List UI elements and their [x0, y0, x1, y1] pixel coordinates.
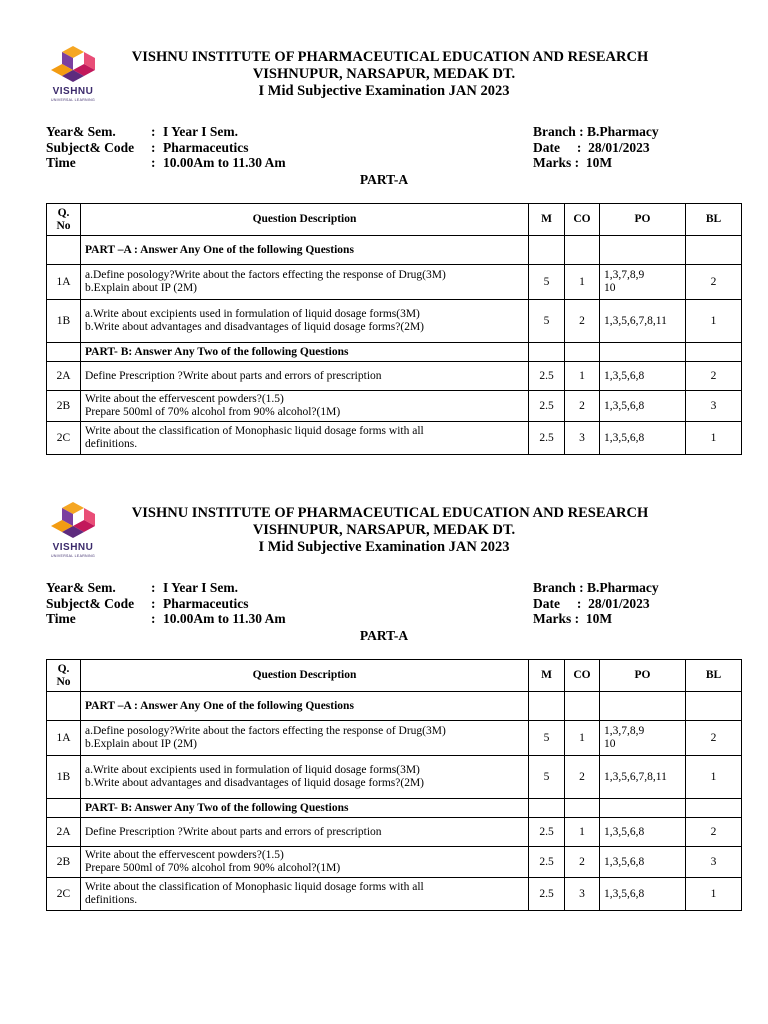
po-header: PO — [600, 660, 686, 692]
marks-label: Marks — [533, 611, 572, 626]
po-cell: 1,3,5,6,8 — [600, 847, 686, 878]
marks-cell: 5 — [529, 756, 565, 799]
colon: : — [151, 595, 156, 611]
po-header: PO — [600, 204, 686, 236]
question-text: a.Write about excipients used in formulation of liquid dosage forms(3M) b.Write about advantages and disadvantages of liquid dosage forms?(2M) — [81, 756, 529, 799]
section-b-title: PART- B: Answer Any Two of the following Questions — [81, 343, 529, 362]
question-text: Write about the classification of Monophasic liquid dosage forms with all definitions. — [81, 422, 529, 455]
bl-cell: 2 — [686, 362, 742, 391]
co-cell: 1 — [565, 818, 600, 847]
question-text: a.Define posology?Write about the factors effecting the response of Drug(3M) b.Explain about IP (2M) — [81, 265, 529, 300]
po-cell: 1,3,5,6,7,8,11 — [600, 300, 686, 343]
co-cell: 3 — [565, 422, 600, 455]
question-number: 1B — [47, 756, 81, 799]
question-number: 1A — [47, 265, 81, 300]
date-label: Date — [533, 139, 560, 155]
description-header: Question Description — [81, 660, 529, 692]
marks-cell: 5 — [529, 300, 565, 343]
exam-title: I Mid Subjective Examination JAN 2023 — [258, 83, 510, 99]
table-row — [47, 818, 742, 847]
question-text: a.Write about excipients used in formulation of liquid dosage forms(3M) b.Write about advantages and disadvantages of liquid dosage forms?(2M) — [81, 300, 529, 343]
time-value: 10.00Am to 11.30 Am — [163, 155, 286, 170]
branch-value: B.Pharmacy — [587, 124, 659, 139]
bl-header: BL — [686, 204, 742, 236]
question-number: 2C — [47, 878, 81, 911]
year-value: I Year I Sem. — [163, 124, 238, 139]
po-cell: 1,3,7,8,9 10 — [600, 721, 686, 756]
co-cell: 2 — [565, 300, 600, 343]
co-header: CO — [565, 204, 600, 236]
question-number: 2A — [47, 818, 81, 847]
institute-address: VISHNUPUR, NARSAPUR, MEDAK DT. — [252, 66, 516, 82]
co-header: CO — [565, 660, 600, 692]
table-row — [47, 362, 742, 391]
time-label: Time — [46, 611, 76, 626]
subject-label: Subject& Code — [46, 595, 135, 611]
section-b-row — [47, 799, 742, 818]
subject-value: Pharmaceutics — [163, 139, 249, 155]
bl-cell: 1 — [686, 300, 742, 343]
time-label: Time — [46, 155, 76, 170]
marks-value: 10M — [585, 155, 613, 170]
po-cell: 1,3,5,6,8 — [600, 391, 686, 422]
colon: : — [151, 124, 156, 139]
table-row — [47, 721, 742, 756]
description-header: Question Description — [81, 204, 529, 236]
po-cell: 1,3,5,6,7,8,11 — [600, 756, 686, 799]
section-a-title: PART –A : Answer Any One of the following Questions — [81, 692, 529, 721]
marks-value: 10M — [585, 611, 613, 626]
section-a-row — [47, 236, 742, 265]
marks-cell: 2.5 — [529, 847, 565, 878]
colon: : — [574, 155, 580, 170]
co-cell: 1 — [565, 362, 600, 391]
bl-cell: 3 — [686, 847, 742, 878]
question-table — [46, 659, 742, 911]
subject-value: Pharmaceutics — [163, 595, 249, 611]
year-label: Year& Sem. — [46, 124, 116, 139]
question-number: 2A — [47, 362, 81, 391]
question-text: a.Define posology?Write about the factors effecting the response of Drug(3M) b.Explain about IP (2M) — [81, 721, 529, 756]
colon: : — [151, 611, 156, 626]
part-title: PART-A — [359, 628, 409, 643]
question-text: Write about the classification of Monophasic liquid dosage forms with all definitions. — [81, 878, 529, 911]
marks-cell: 2.5 — [529, 422, 565, 455]
bl-cell: 1 — [686, 878, 742, 911]
section-b-title: PART- B: Answer Any Two of the following Questions — [81, 799, 529, 818]
year-value: I Year I Sem. — [163, 580, 238, 595]
branch-value: B.Pharmacy — [587, 580, 659, 595]
question-text: Define Prescription ?Write about parts and errors of prescription — [81, 818, 529, 847]
table-header-row — [47, 660, 742, 692]
logo-tagline: UNIVERSAL LEARNING — [51, 554, 95, 558]
co-cell: 1 — [565, 265, 600, 300]
marks-cell: 2.5 — [529, 391, 565, 422]
qno-header: Q. No — [47, 660, 81, 692]
po-cell: 1,3,5,6,8 — [600, 422, 686, 455]
date-value: 28/01/2023 — [588, 595, 650, 611]
question-text: Write about the effervescent powders?(1.5) Prepare 500ml of 70% alcohol from 90% alcohol?(1M) — [81, 391, 529, 422]
marks-cell: 5 — [529, 721, 565, 756]
question-number: 2B — [47, 391, 81, 422]
logo-text: VISHNU — [52, 542, 94, 553]
m-header: M — [529, 204, 565, 236]
bl-cell: 2 — [686, 265, 742, 300]
table-row — [47, 391, 742, 422]
marks-cell: 2.5 — [529, 818, 565, 847]
question-number: 2C — [47, 422, 81, 455]
table-header-row — [47, 204, 742, 236]
year-label: Year& Sem. — [46, 580, 116, 595]
po-cell: 1,3,5,6,8 — [600, 362, 686, 391]
bl-cell: 3 — [686, 391, 742, 422]
m-header: M — [529, 660, 565, 692]
table-row — [47, 878, 742, 911]
po-cell: 1,3,5,6,8 — [600, 818, 686, 847]
colon: : — [579, 580, 584, 595]
question-text: Write about the effervescent powders?(1.5) Prepare 500ml of 70% alcohol from 90% alcohol?(1M) — [81, 847, 529, 878]
table-row — [47, 265, 742, 300]
bl-cell: 1 — [686, 422, 742, 455]
branch-label: Branch — [533, 580, 576, 595]
colon: : — [151, 139, 156, 155]
question-number: 2B — [47, 847, 81, 878]
institute-address: VISHNUPUR, NARSAPUR, MEDAK DT. — [252, 522, 516, 538]
marks-cell: 5 — [529, 265, 565, 300]
po-cell: 1,3,7,8,9 10 — [600, 265, 686, 300]
subject-label: Subject& Code — [46, 139, 135, 155]
date-value: 28/01/2023 — [588, 139, 650, 155]
co-cell: 2 — [565, 391, 600, 422]
section-a-title: PART –A : Answer Any One of the following Questions — [81, 236, 529, 265]
bl-cell: 2 — [686, 721, 742, 756]
colon: : — [151, 580, 156, 595]
marks-label: Marks — [533, 155, 572, 170]
logo-text: VISHNU — [52, 86, 94, 97]
date-label: Date — [533, 595, 560, 611]
branch-label: Branch — [533, 124, 576, 139]
exam-meta-left — [46, 124, 286, 171]
time-value: 10.00Am to 11.30 Am — [163, 611, 286, 626]
bl-cell: 1 — [686, 756, 742, 799]
table-row — [47, 300, 742, 343]
table-row — [47, 422, 742, 455]
marks-cell: 2.5 — [529, 362, 565, 391]
question-number: 1A — [47, 721, 81, 756]
exam-meta-right — [533, 580, 659, 627]
bl-header: BL — [686, 660, 742, 692]
qno-header: Q. No — [47, 204, 81, 236]
co-cell: 2 — [565, 756, 600, 799]
bl-cell: 2 — [686, 818, 742, 847]
table-row — [47, 847, 742, 878]
institute-name: VISHNU INSTITUTE OF PHARMACEUTICAL EDUCATION AND RESEARCH — [131, 49, 649, 65]
section-b-row — [47, 343, 742, 362]
logo-tagline: UNIVERSAL LEARNING — [51, 98, 95, 102]
colon: : — [579, 124, 584, 139]
colon: : — [576, 139, 582, 155]
colon: : — [576, 595, 582, 611]
exam-meta-right — [533, 124, 659, 171]
table-row — [47, 756, 742, 799]
colon: : — [574, 611, 580, 626]
co-cell: 2 — [565, 847, 600, 878]
exam-title: I Mid Subjective Examination JAN 2023 — [258, 539, 510, 555]
co-cell: 3 — [565, 878, 600, 911]
colon: : — [151, 155, 156, 170]
question-number: 1B — [47, 300, 81, 343]
co-cell: 1 — [565, 721, 600, 756]
section-a-row — [47, 692, 742, 721]
part-title: PART-A — [359, 172, 409, 187]
institute-name: VISHNU INSTITUTE OF PHARMACEUTICAL EDUCATION AND RESEARCH — [131, 505, 649, 521]
exam-meta-left — [46, 580, 286, 627]
question-text: Define Prescription ?Write about parts and errors of prescription — [81, 362, 529, 391]
po-cell: 1,3,5,6,8 — [600, 878, 686, 911]
question-table — [46, 203, 742, 455]
marks-cell: 2.5 — [529, 878, 565, 911]
